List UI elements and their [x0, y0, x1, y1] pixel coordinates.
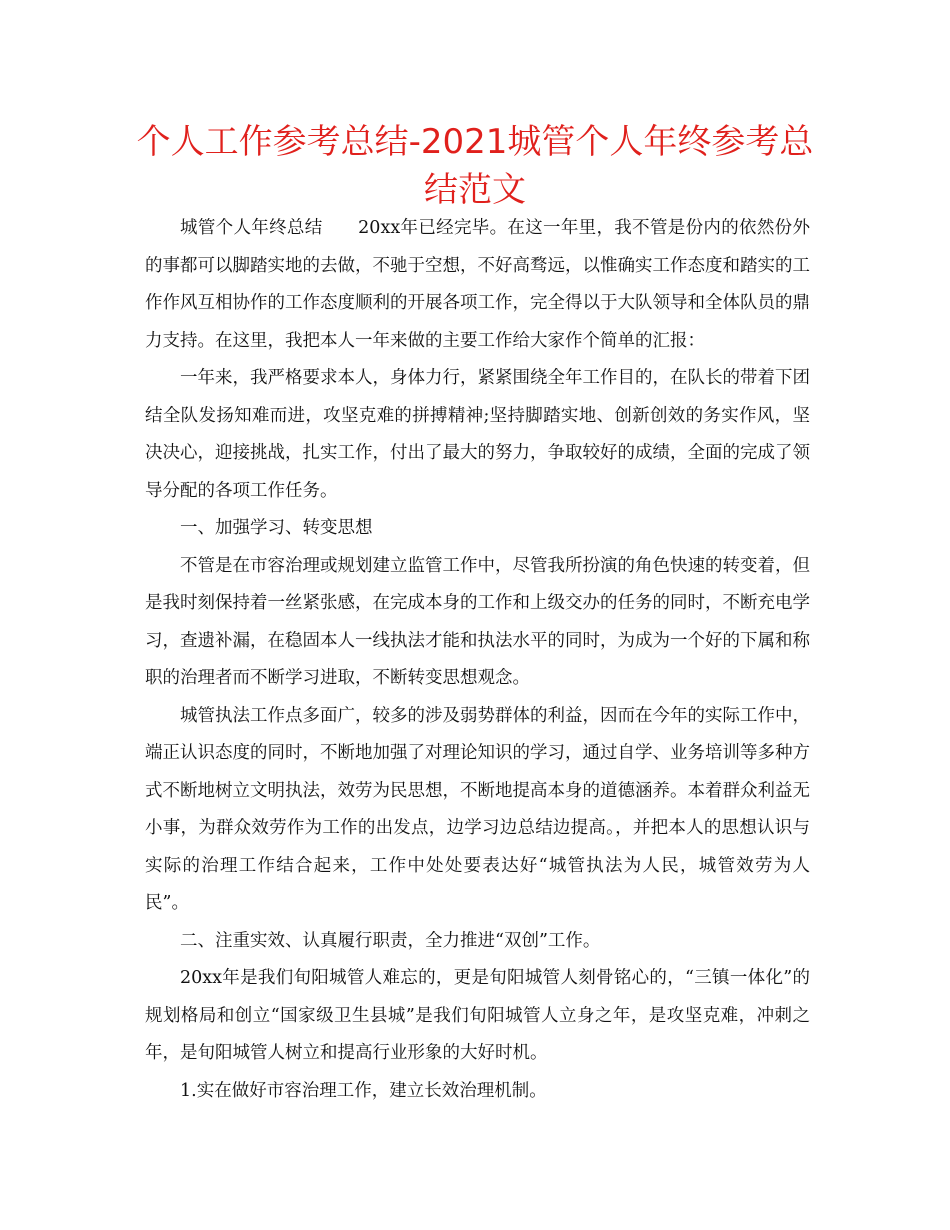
document-body — [145, 210, 810, 1110]
section-heading-1: 一、加强学习、转变思想 — [180, 518, 373, 538]
paragraph-year-summary: 一年来，我严格要求本人，身体力行，紧紧围绕全年工作目的，在队长的带着下团结全队发扬知难而进，攻坚克难的拼搏精神;坚持脚踏实地、创新创效的务实作风，坚决决心，迎接挑战，扎实工作，付出了最大的努力，争取较好的成绩，全面的完成了领导分配的各项工作任务。 — [145, 368, 810, 501]
subsection-heading-1: 1.实在做好市容治理工作，建立长效治理机制。 — [180, 1080, 547, 1101]
paragraph-enforcement: 城管执法工作点多面广，较多的涉及弱势群体的利益，因而在今年的实际工作中，端正认识态度的同时，不断地加强了对理论知识的学习，通过自学、业务培训等多种方式不断地树立文明执法，效劳为民思想，不断地提高本身的道德涵养。本着群众利益无小事，为群众效劳作为工作的出发点，边学习边总结边提高。，并把本人的思想认识与实际的治理工作结合起来，工作中处处要表达好“城管执法为人民，城管效劳为人民”。 — [145, 705, 810, 913]
document-title: 个人工作参考总结-2021城管个人年终参考总结范文 — [136, 122, 814, 210]
paragraph-intro: 城管个人年终总结 20xx年已经完毕。在这一年里，我不管是份内的依然份外的事都可以脚踏实地的去做，不驰于空想，不好高骛远，以惟确实工作态度和踏实的工作作风互相协作的工作态度顺利的开展各项工作，完全得以于大队领导和全体队员的鼎力支持。在这里，我把本人一年来做的主要工作给大家作个简单的汇报： — [145, 218, 810, 351]
section-heading-2: 二、注重实效、认真履行职责，全力推进“双创”工作。 — [180, 930, 601, 951]
paragraph-2021: 20xx年是我们旬阳城管人难忘的，更是旬阳城管人刻骨铭心的，“三镇一体化”的规划格局和创立“国家级卫生县城”是我们旬阳城管人立身之年，是攻坚克难，冲刺之年，是旬阳城管人树立和提高行业形象的大好时机。 — [145, 968, 810, 1063]
paragraph-learning: 不管是在市容治理或规划建立监管工作中，尽管我所扮演的角色快速的转变着，但是我时刻保持着一丝紧张感，在完成本身的工作和上级交办的任务的同时，不断充电学习，查遗补漏，在稳固本人一线执法才能和执法水平的同时，为成为一个好的下属和称职的治理者而不断学习进取，不断转变思想观念。 — [145, 555, 810, 688]
